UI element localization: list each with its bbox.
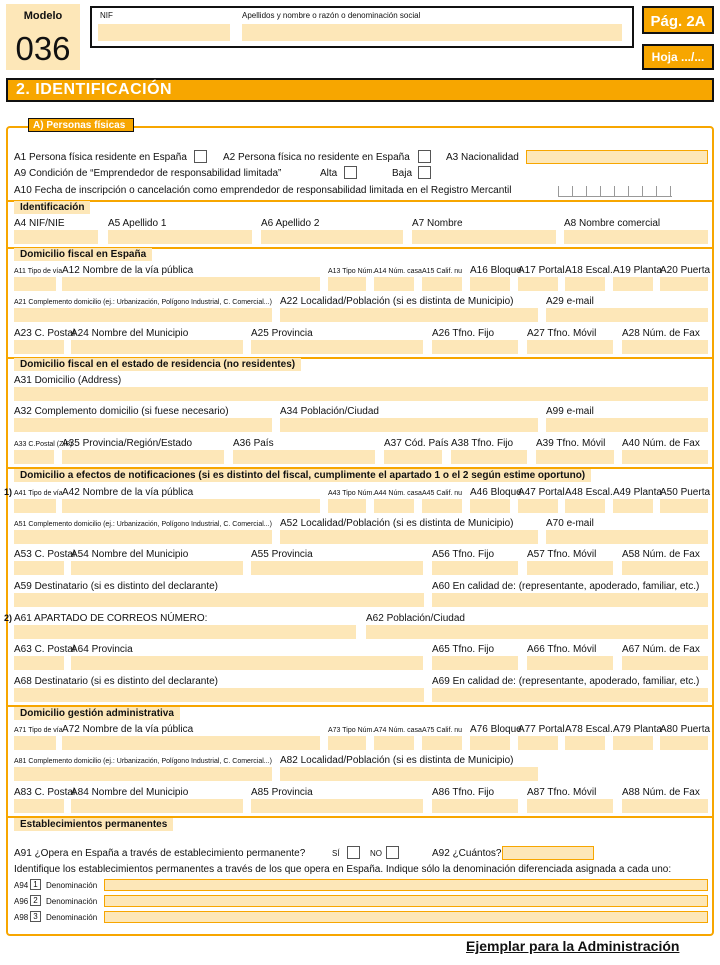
name-label: Apellidos y nombre o razón o denominación social <box>242 11 421 20</box>
a59-field[interactable] <box>14 593 424 607</box>
a50-field[interactable] <box>660 499 708 513</box>
a15-field[interactable] <box>422 277 462 291</box>
a7-field[interactable] <box>412 230 556 244</box>
ident-title: Identificación <box>14 201 90 214</box>
a5-field[interactable] <box>108 230 252 244</box>
a26-field[interactable] <box>432 340 518 354</box>
a37-field[interactable] <box>384 450 442 464</box>
a46-field[interactable] <box>470 499 510 513</box>
a81-label: A81 Complemento domicilio (ej.: Urbanización, Polígono Industrial, C. Comercial...) <box>14 758 272 765</box>
a40-field[interactable] <box>622 450 708 464</box>
a3-field[interactable] <box>526 150 708 164</box>
a79-field[interactable] <box>613 736 653 750</box>
a11-field[interactable] <box>14 277 56 291</box>
a77-field[interactable] <box>518 736 558 750</box>
a48-label: A48 Escal. <box>565 487 613 498</box>
si-label: SÍ <box>332 849 340 858</box>
a83-label: A83 C. Postal <box>14 787 76 798</box>
a67-label: A67 Núm. de Fax <box>622 644 700 655</box>
page-badge: Pág. 2A <box>642 6 714 34</box>
estab-number: 3 <box>30 911 41 922</box>
a44-label: A44 Núm. casa <box>374 490 422 497</box>
a64-field[interactable] <box>71 656 423 670</box>
a47-label: A47 Portal <box>518 487 565 498</box>
a34-field[interactable] <box>280 418 538 432</box>
a54-label: A54 Nombre del Municipio <box>71 549 189 560</box>
a19-field[interactable] <box>613 277 653 291</box>
a72-label: A72 Nombre de la vía pública <box>62 724 194 735</box>
a61-field[interactable] <box>14 625 356 639</box>
a27-field[interactable] <box>527 340 613 354</box>
a47-field[interactable] <box>518 499 558 513</box>
a16-field[interactable] <box>470 277 510 291</box>
a14-label: A14 Núm. casa <box>374 268 422 275</box>
estab-code: A94 <box>14 881 29 890</box>
no-label: NO <box>370 849 382 858</box>
a64-label: A64 Provincia <box>71 644 133 655</box>
footer-caption: Ejemplar para la Administración <box>466 938 680 954</box>
a44-field[interactable] <box>374 499 414 513</box>
a56-label: A56 Tfno. Fijo <box>432 549 495 560</box>
a63-label: A63 C. Postal <box>14 644 76 655</box>
a17-field[interactable] <box>518 277 558 291</box>
a68-field[interactable] <box>14 688 424 702</box>
a83-field[interactable] <box>14 799 64 813</box>
alta-label: Alta <box>320 168 338 179</box>
a74-label: A74 Núm. casa <box>374 727 422 734</box>
a23-label: A23 C. Postal <box>14 328 76 339</box>
a22-field[interactable] <box>280 308 538 322</box>
a67-field[interactable] <box>622 656 708 670</box>
a79-label: A79 Planta <box>613 724 662 735</box>
a73-field[interactable] <box>328 736 366 750</box>
a82-field[interactable] <box>280 767 538 781</box>
a12-label: A12 Nombre de la vía pública <box>62 265 194 276</box>
a51-label: A51 Complemento domicilio (ej.: Urbanización, Polígono Industrial, C. Comercial...) <box>14 521 272 528</box>
alta-checkbox[interactable] <box>344 166 357 179</box>
a2-checkbox[interactable] <box>418 150 431 163</box>
a17-label: A17 Portal <box>518 265 565 276</box>
a75-field[interactable] <box>422 736 462 750</box>
a72-field[interactable] <box>62 736 320 750</box>
a36-field[interactable] <box>233 450 375 464</box>
a22-label: A22 Localidad/Población (si es distinta de Municipio) <box>280 296 514 307</box>
a78-field[interactable] <box>565 736 605 750</box>
a19-label: A19 Planta <box>613 265 662 276</box>
a46-label: A46 Bloque <box>470 487 522 498</box>
a70-field[interactable] <box>546 530 708 544</box>
si-checkbox[interactable] <box>347 846 360 859</box>
a62-field[interactable] <box>366 625 708 639</box>
sheet-badge: Hoja .../... <box>642 44 714 70</box>
a45-label: A45 Calif. nu <box>422 490 463 497</box>
a92-label: A92 ¿Cuántos? <box>432 848 502 859</box>
nif-label: NIF <box>100 11 113 20</box>
a42-label: A42 Nombre de la vía pública <box>62 487 194 498</box>
dom-not-title: Domicilio a efectos de notificaciones (si es distinto del fiscal, cumplimente el apartado 1 o el 2 según estime oportuno) <box>14 469 591 482</box>
a87-label: A87 Tfno. Móvil <box>527 787 597 798</box>
a26-label: A26 Tfno. Fijo <box>432 328 495 339</box>
estab-denominacion-label: Denominación <box>46 913 98 922</box>
a23-field[interactable] <box>14 340 64 354</box>
estab-number: 2 <box>30 895 41 906</box>
dom-es-title: Domicilio fiscal en España <box>14 248 152 261</box>
a53-field[interactable] <box>14 561 64 575</box>
modelo-box <box>6 4 80 70</box>
divider <box>8 200 712 202</box>
a38-label: A38 Tfno. Fijo <box>451 438 514 449</box>
a11-label: A11 Tipo de vía <box>14 268 63 275</box>
a85-field[interactable] <box>251 799 423 813</box>
a43-label: A43 Tipo Núm. <box>328 490 375 497</box>
a13-field[interactable] <box>328 277 366 291</box>
a66-label: A66 Tfno. Móvil <box>527 644 597 655</box>
a66-field[interactable] <box>527 656 613 670</box>
a69-label: A69 En calidad de: (representante, apoderado, familiar, etc.) <box>432 676 700 687</box>
a16-label: A16 Bloque <box>470 265 522 276</box>
a18-field[interactable] <box>565 277 605 291</box>
a92-field[interactable] <box>502 846 594 860</box>
a73-label: A73 Tipo Núm. <box>328 727 375 734</box>
a43-field[interactable] <box>328 499 366 513</box>
a33-field[interactable] <box>14 450 54 464</box>
a70-label: A70 e-mail <box>546 518 594 529</box>
a49-field[interactable] <box>613 499 653 513</box>
a86-field[interactable] <box>432 799 518 813</box>
a8-label: A8 Nombre comercial <box>564 218 661 229</box>
a78-label: A78 Escal. <box>565 724 613 735</box>
a32-label: A32 Complemento domicilio (si fuese necesario) <box>14 406 229 417</box>
a85-label: A85 Provincia <box>251 787 313 798</box>
a41-field[interactable] <box>14 499 56 513</box>
a86-label: A86 Tfno. Fijo <box>432 787 495 798</box>
a34-label: A34 Población/Ciudad <box>280 406 379 417</box>
a15-label: A15 Calif. nu <box>422 268 463 275</box>
a69-field[interactable] <box>432 688 708 702</box>
a75-label: A75 Calif. nu <box>422 727 463 734</box>
a91-label: A91 ¿Opera en España a través de establecimiento permanente? <box>14 848 306 859</box>
estab-denominacion-field[interactable] <box>104 895 708 907</box>
baja-label: Baja <box>392 168 413 179</box>
a21-field[interactable] <box>14 308 272 322</box>
a55-label: A55 Provincia <box>251 549 313 560</box>
a84-label: A84 Nombre del Municipio <box>71 787 189 798</box>
a65-field[interactable] <box>432 656 518 670</box>
a6-label: A6 Apellido 2 <box>261 218 320 229</box>
nif-field[interactable] <box>98 24 230 41</box>
a31-field[interactable] <box>14 387 708 401</box>
a33-label: A33 C.Postal (ZIP) <box>14 441 73 448</box>
a9-label: A9 Condición de “Emprendedor de responsabilidad limitada” <box>14 168 282 179</box>
a59-label: A59 Destinatario (si es distinto del declarante) <box>14 581 218 592</box>
a8-field[interactable] <box>564 230 708 244</box>
modelo-number: 036 <box>15 30 71 67</box>
estab-denominacion-field[interactable] <box>104 911 708 923</box>
a27-label: A27 Tfno. Móvil <box>527 328 597 339</box>
a42-field[interactable] <box>62 499 320 513</box>
a56-field[interactable] <box>432 561 518 575</box>
a7-label: A7 Nombre <box>412 218 463 229</box>
a35-label: A35 Provincia/Región/Estado <box>62 438 193 449</box>
a49-label: A49 Planta <box>613 487 662 498</box>
a28-field[interactable] <box>622 340 708 354</box>
a63-field[interactable] <box>14 656 64 670</box>
a4-label: A4 NIF/NIE <box>14 218 65 229</box>
a74-field[interactable] <box>374 736 414 750</box>
a2-label: A2 Persona física no residente en España <box>223 152 410 163</box>
a3-label: A3 Nacionalidad <box>446 152 519 163</box>
a41-label: A41 Tipo de vía <box>14 490 63 497</box>
a38-field[interactable] <box>451 450 527 464</box>
option-2-mark: 2) <box>4 613 13 623</box>
a36-label: A36 País <box>233 438 274 449</box>
a39-field[interactable] <box>536 450 614 464</box>
estab-code: A98 <box>14 913 29 922</box>
a76-label: A76 Bloque <box>470 724 522 735</box>
a25-label: A25 Provincia <box>251 328 313 339</box>
a99-label: A99 e-mail <box>546 406 594 417</box>
dom-res-title: Domicilio fiscal en el estado de residencia (no residentes) <box>14 358 301 371</box>
a12-field[interactable] <box>62 277 320 291</box>
a65-label: A65 Tfno. Fijo <box>432 644 495 655</box>
a81-field[interactable] <box>14 767 272 781</box>
a4-field[interactable] <box>14 230 98 244</box>
modelo-label: Modelo <box>23 10 63 22</box>
a28-label: A28 Núm. de Fax <box>622 328 700 339</box>
a10-label: A10 Fecha de inscripción o cancelación como emprendedor de responsabilidad limitada en el Registro Mercantil <box>14 185 512 196</box>
a5-label: A5 Apellido 1 <box>108 218 167 229</box>
a37-label: A37 Cód. País <box>384 438 449 449</box>
a35-field[interactable] <box>62 450 224 464</box>
estab-denominacion-label: Denominación <box>46 881 98 890</box>
a99-field[interactable] <box>546 418 708 432</box>
a53-label: A53 C. Postal <box>14 549 76 560</box>
a6-field[interactable] <box>261 230 403 244</box>
a13-label: A13 Tipo Núm. <box>328 268 375 275</box>
estab-denominacion-field[interactable] <box>104 879 708 891</box>
estab-code: A96 <box>14 897 29 906</box>
a29-label: A29 e-mail <box>546 296 594 307</box>
dom-gest-title: Domicilio gestión administrativa <box>14 707 180 720</box>
a84-field[interactable] <box>71 799 243 813</box>
a80-field[interactable] <box>660 736 708 750</box>
a55-field[interactable] <box>251 561 423 575</box>
a60-field[interactable] <box>432 593 708 607</box>
estab-denominacion-label: Denominación <box>46 897 98 906</box>
a1-checkbox[interactable] <box>194 150 207 163</box>
a87-field[interactable] <box>527 799 613 813</box>
a20-label: A20 Puerta <box>660 265 711 276</box>
baja-checkbox[interactable] <box>418 166 431 179</box>
estab-instructions: Identifique los establecimientos permanentes a través de los que opera en España. Indique sólo la denominación diferenciada asignada a cada uno: <box>14 864 672 875</box>
a14-field[interactable] <box>374 277 414 291</box>
a58-field[interactable] <box>622 561 708 575</box>
nif-name-box <box>90 6 634 48</box>
name-field[interactable] <box>242 24 622 41</box>
a57-field[interactable] <box>527 561 613 575</box>
a18-label: A18 Escal. <box>565 265 613 276</box>
a45-field[interactable] <box>422 499 462 513</box>
a21-label: A21 Complemento domicilio (ej.: Urbanización, Polígono Industrial, C. Comercial...) <box>14 299 272 306</box>
subsection-tab: A) Personas físicas <box>28 118 134 132</box>
estab-number: 1 <box>30 879 41 890</box>
a88-field[interactable] <box>622 799 708 813</box>
a61-label: A61 APARTADO DE CORREOS NÚMERO: <box>14 613 208 624</box>
a52-field[interactable] <box>280 530 538 544</box>
a32-field[interactable] <box>14 418 272 432</box>
a24-label: A24 Nombre del Municipio <box>71 328 189 339</box>
a40-label: A40 Núm. de Fax <box>622 438 700 449</box>
option-1-mark: 1) <box>4 487 13 497</box>
no-checkbox[interactable] <box>386 846 399 859</box>
a68-label: A68 Destinatario (si es distinto del declarante) <box>14 676 218 687</box>
a52-label: A52 Localidad/Población (si es distinta de Municipio) <box>280 518 514 529</box>
estab-title: Establecimientos permanentes <box>14 818 173 831</box>
a48-field[interactable] <box>565 499 605 513</box>
a82-label: A82 Localidad/Población (si es distinta de Municipio) <box>280 755 514 766</box>
a58-label: A58 Núm. de Fax <box>622 549 700 560</box>
a39-label: A39 Tfno. Móvil <box>536 438 606 449</box>
a24-field[interactable] <box>71 340 243 354</box>
a25-field[interactable] <box>251 340 423 354</box>
a77-label: A77 Portal <box>518 724 565 735</box>
a57-label: A57 Tfno. Móvil <box>527 549 597 560</box>
a20-field[interactable] <box>660 277 708 291</box>
a60-label: A60 En calidad de: (representante, apoderado, familiar, etc.) <box>432 581 700 592</box>
a1-label: A1 Persona física residente en España <box>14 152 187 163</box>
a54-field[interactable] <box>71 561 243 575</box>
a50-label: A50 Puerta <box>660 487 711 498</box>
a29-field[interactable] <box>546 308 708 322</box>
a10-date-baseline <box>558 196 672 197</box>
a62-label: A62 Población/Ciudad <box>366 613 465 624</box>
a80-label: A80 Puerta <box>660 724 711 735</box>
a31-label: A31 Domicilio (Address) <box>14 375 122 386</box>
a76-field[interactable] <box>470 736 510 750</box>
a71-label: A71 Tipo de vía <box>14 727 63 734</box>
a88-label: A88 Núm. de Fax <box>622 787 700 798</box>
a71-field[interactable] <box>14 736 56 750</box>
section-title: 2. IDENTIFICACIÓN <box>6 78 714 102</box>
a51-field[interactable] <box>14 530 272 544</box>
